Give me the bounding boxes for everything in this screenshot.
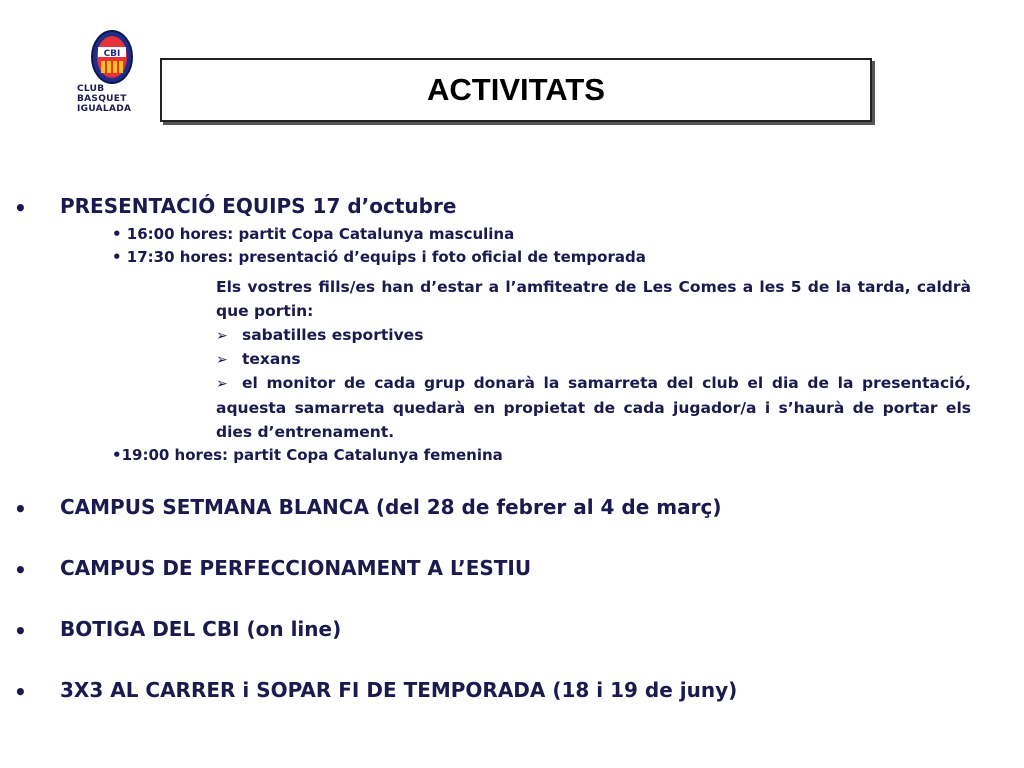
arrow-bullet-icon: ➢ <box>216 376 228 392</box>
arrow-item-text: texans <box>242 350 301 368</box>
item-3x3-al-carrer: 3X3 AL CARRER i SOPAR FI DE TEMPORADA (18 i 19 de juny) <box>60 678 738 702</box>
arrow-item-sabatilles <box>216 323 971 348</box>
bullet: • <box>14 619 27 643</box>
logo-line-igualada: IGUALADA <box>77 104 132 114</box>
bullet: • <box>14 680 27 704</box>
logo-line-club: CLUB <box>77 84 105 94</box>
sub-item-1900: •19:00 hores: partit Copa Catalunya femenina <box>112 446 503 464</box>
bullet: • <box>14 196 27 220</box>
page-title: ACTIVITATS <box>427 72 605 107</box>
arrow-bullet-icon: ➢ <box>216 328 228 344</box>
logo-badge-text: CBI <box>103 49 121 59</box>
logo-line-basquet: BASQUET <box>77 94 127 104</box>
arrow-bullet-icon: ➢ <box>216 352 228 368</box>
item-botiga-cbi: BOTIGA DEL CBI (on line) <box>60 617 342 641</box>
arrow-item-texans <box>216 347 971 372</box>
item-campus-setmana-blanca: CAMPUS SETMANA BLANCA (del 28 de febrer al 4 de març) <box>60 495 722 519</box>
bullet: • <box>14 558 27 582</box>
arrow-item-text: el monitor de cada grup donarà la samarreta del club el dia de la presentació, aquesta samarreta quedarà en propietat de cada jugador/a i s’haurà de portar els dies d’entrenament. <box>216 374 971 441</box>
item-presentacio-equips: PRESENTACIÓ EQUIPS 17 d’octubre <box>60 194 457 218</box>
sub-item-1600: • 16:00 hores: partit Copa Catalunya masculina <box>112 225 515 243</box>
arrow-item-text: sabatilles esportives <box>242 326 424 344</box>
bullet: • <box>14 497 27 521</box>
sub-item-1730: • 17:30 hores: presentació d’equips i foto oficial de temporada <box>112 248 646 266</box>
item-campus-perfeccionament: CAMPUS DE PERFECCIONAMENT A L’ESTIU <box>60 556 532 580</box>
arrow-item-samarreta <box>216 371 971 444</box>
logo-text <box>77 84 131 114</box>
title-box <box>160 58 872 122</box>
presentacio-paragraph: Els vostres fills/es han d’estar a l’amfiteatre de Les Comes a les 5 de la tarda, caldrà que portin: <box>216 278 971 320</box>
